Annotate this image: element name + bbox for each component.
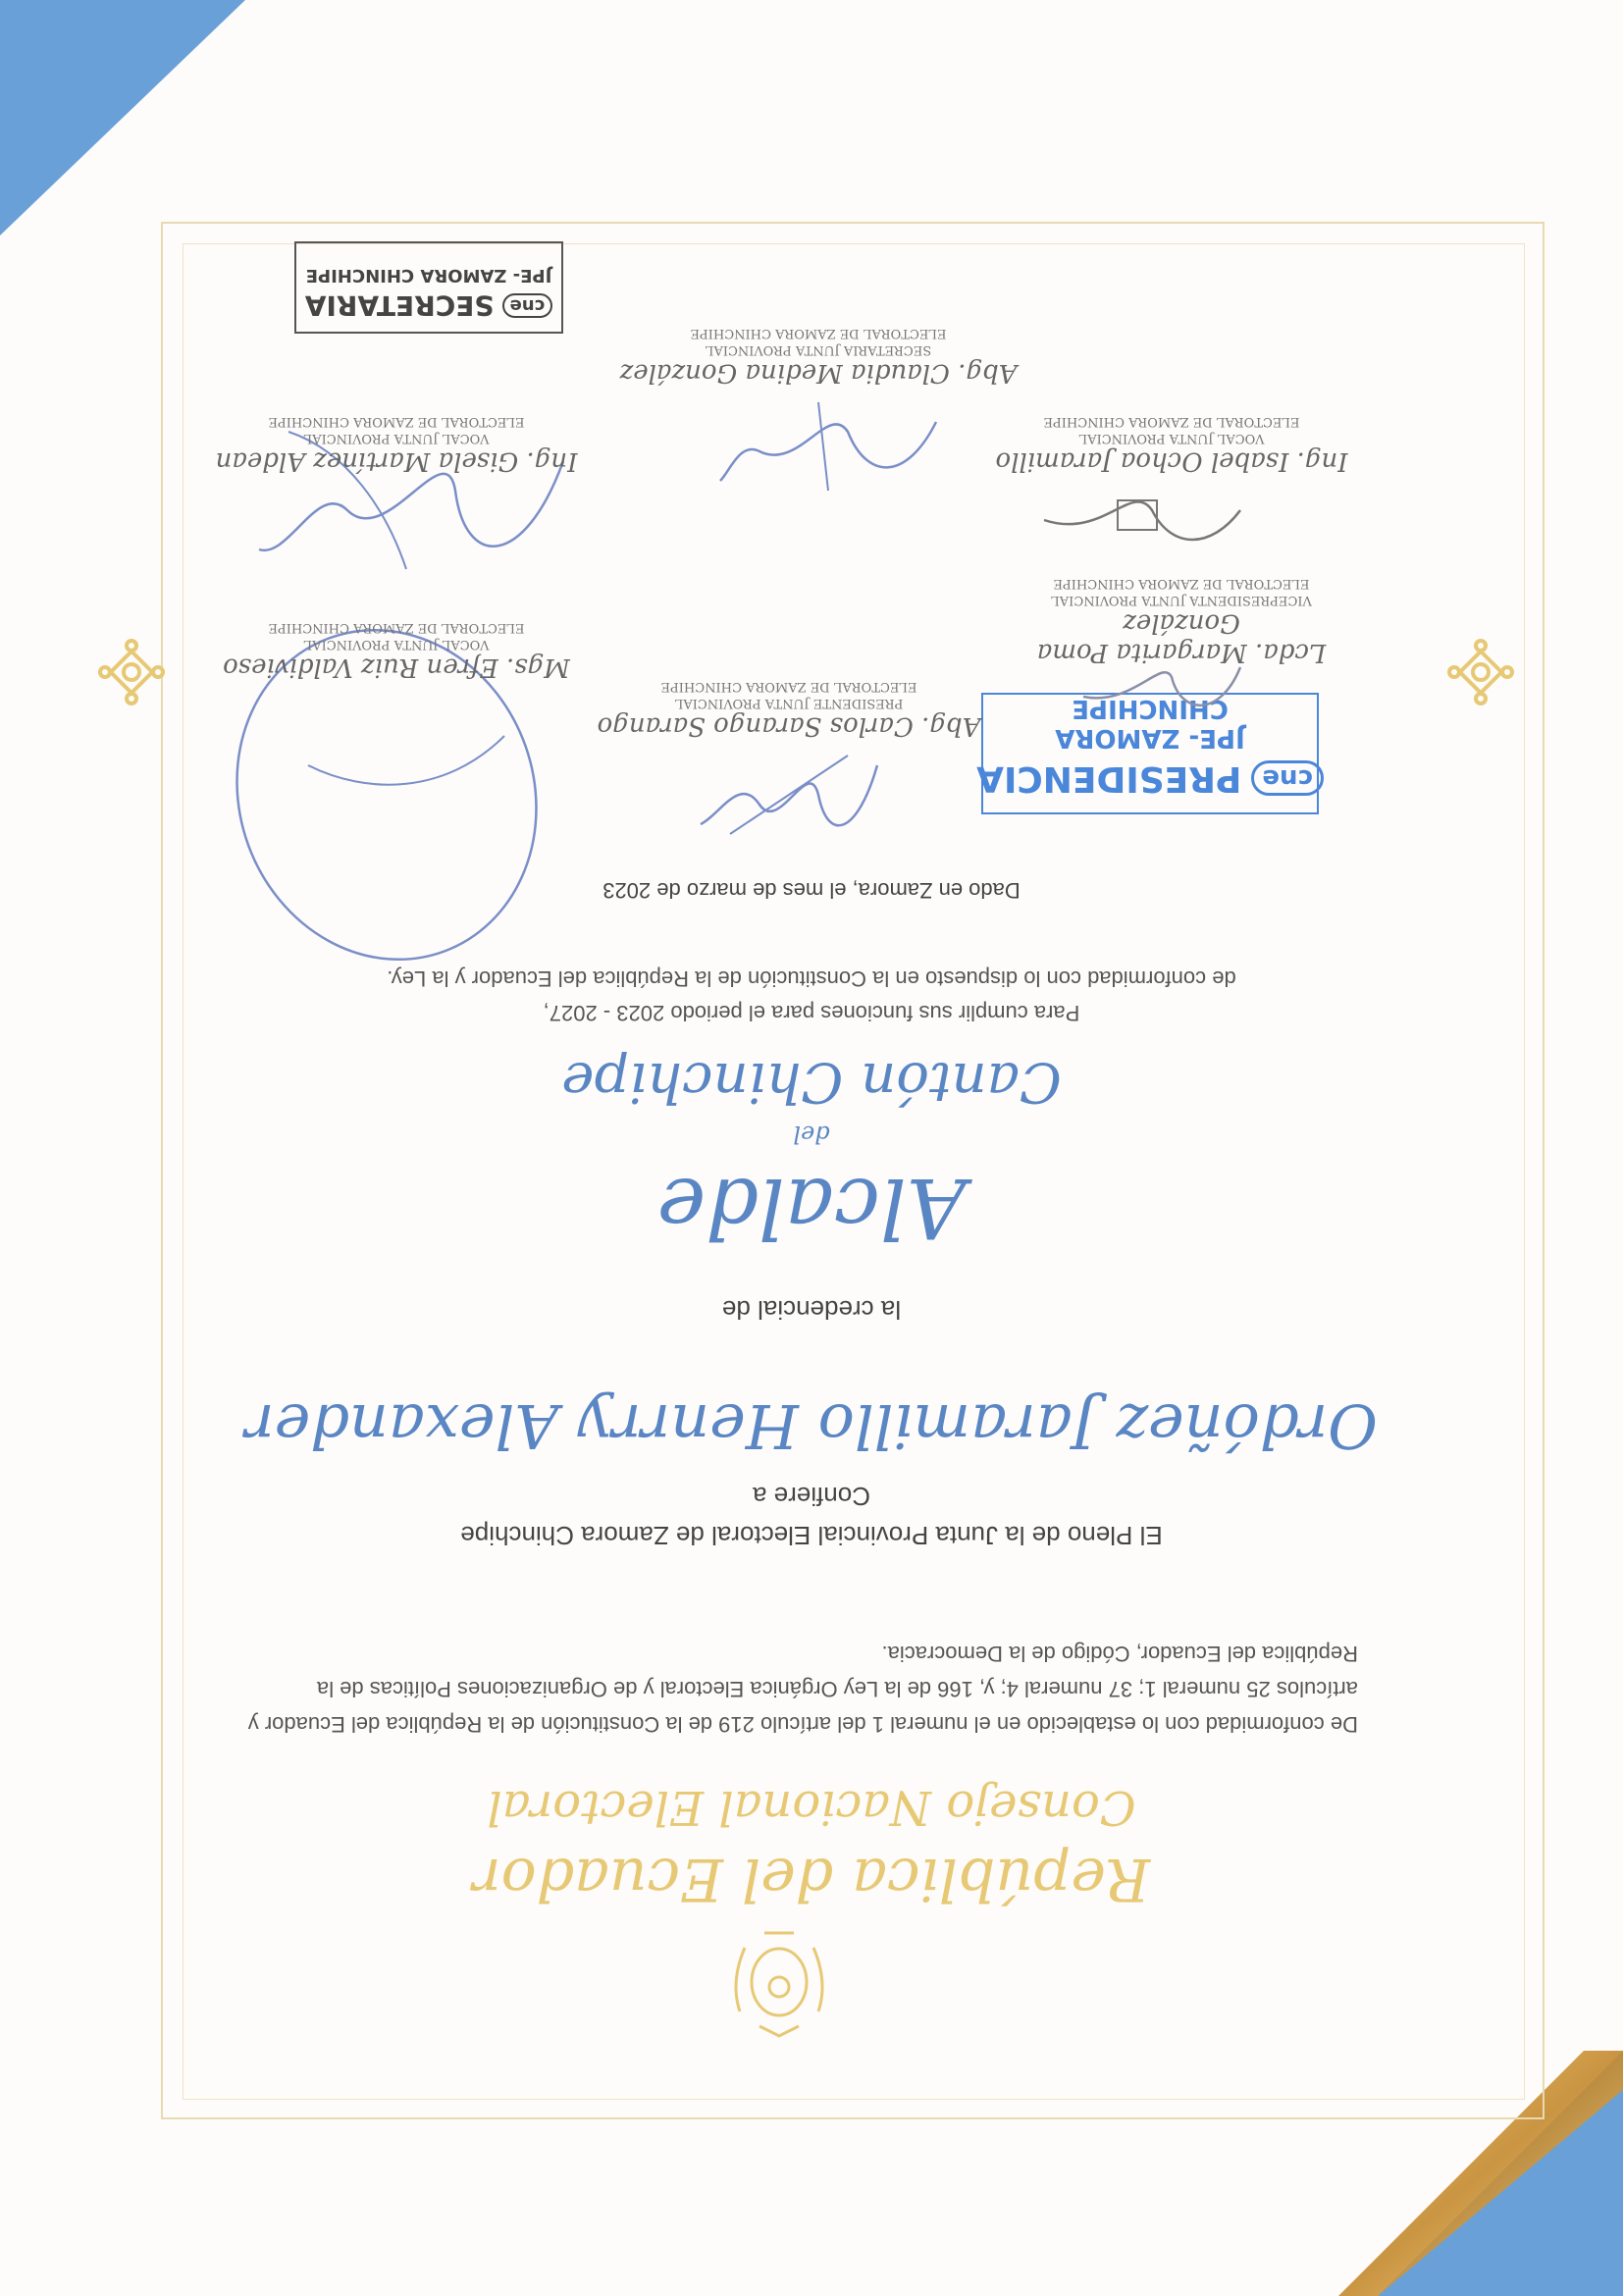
presidencia-stamp-title: PRESIDENCIA <box>976 758 1242 799</box>
del-text: del <box>793 1121 830 1148</box>
secretaria-stamp-title: SECRETARIA <box>304 289 495 322</box>
credencial-text: la credencial de <box>721 1295 902 1325</box>
signature-secretaria <box>710 392 946 500</box>
confiere-text: Confiere a <box>753 1482 870 1511</box>
signatory-role: PRESIDENTE JUNTA PROVINCIAL <box>674 696 904 710</box>
signatory-role: ELECTORAL DE ZAMORA CHINCHIPE <box>660 679 917 694</box>
ornament-right <box>97 638 166 706</box>
country-heading: República del Ecuador <box>472 1845 1151 1913</box>
secretaria-stamp <box>294 241 563 334</box>
signatory-role: ELECTORAL DE ZAMORA CHINCHIPE <box>268 620 525 635</box>
signature-vocal-ochoa <box>1034 471 1250 559</box>
conformity-text: de conformidad con lo dispuesto en la Constitución de la República del Ecuador y la Ley. <box>387 966 1236 991</box>
cne-logo-icon: cne <box>1251 761 1324 797</box>
position-title: Alcalde <box>656 1160 967 1256</box>
signatory-role: ELECTORAL DE ZAMORA CHINCHIPE <box>1043 414 1300 429</box>
signature-president <box>691 746 887 854</box>
signatory-vicepresident <box>985 575 1378 667</box>
signatory-name: Ing. Isabel Ochoa Jaramillo <box>995 446 1348 476</box>
signatory-role: ELECTORAL DE ZAMORA CHINCHIPE <box>268 414 525 429</box>
preamble-text: De conformidad con lo establecido en el numeral 1 del artículo 219 de la Constitución de la República del Ecuador y artículos 25 numeral 1; 37 numeral 4; y, 166 de la Ley Orgánica Electoral y de Organizaciones Políticas de la República del Ecuador, Código de la Democracia. <box>247 1642 1358 1737</box>
signatory-role: ELECTORAL DE ZAMORA CHINCHIPE <box>1053 576 1310 591</box>
signatory-role: SECRETARIA JUNTA PROVINCIAL <box>705 342 932 357</box>
presidencia-stamp-subtitle: JPE- ZAMORA CHINCHIPE <box>1055 694 1245 753</box>
signatory-name: Ing. Gisela Martínez Aldean <box>215 446 578 476</box>
signatory-name: Abg. Claudia Medina González <box>619 358 1018 388</box>
institution-heading: Consejo Nacional Electoral <box>487 1780 1136 1835</box>
pleno-text: El Pleno de la Junta Provincial Electoral de Zamora Chinchipe <box>460 1521 1163 1550</box>
ornament-left <box>1446 638 1515 706</box>
signatory-name: Abg. Carlos Sarango Sarango <box>597 711 981 741</box>
signatory-name: Lcda. Margarita Poma González <box>1036 608 1327 667</box>
canton-name: Cantón Chinchipe <box>561 1050 1062 1114</box>
signatory-vocal-ruiz <box>200 619 593 682</box>
signatory-role: VOCAL JUNTA PROVINCIAL <box>303 637 490 652</box>
signatory-vocal-martinez <box>190 413 602 476</box>
coat-of-arms-emblem <box>720 1923 838 2041</box>
period-text: Para cumplir sus funciones para el periodo 2023 - 2027, <box>543 1001 1080 1025</box>
signatory-role: VICEPRESIDENTA JUNTA PROVINCIAL <box>1051 593 1312 607</box>
signatory-role: VOCAL JUNTA PROVINCIAL <box>303 431 490 445</box>
recipient-name: Ordóñez Jaramillo Henrry Alexander <box>244 1390 1379 1462</box>
signatory-role: VOCAL JUNTA PROVINCIAL <box>1078 431 1265 445</box>
secretaria-stamp-subtitle: JPE- ZAMORA CHINCHIPE <box>305 265 552 286</box>
signatory-role: ELECTORAL DE ZAMORA CHINCHIPE <box>690 326 947 340</box>
issue-date-text: Dado en Zamora, el mes de marzo de 2023 <box>602 878 1021 903</box>
cne-logo-icon: cne <box>502 293 553 318</box>
signatory-vocal-ochoa <box>966 413 1378 476</box>
signatory-president <box>593 678 985 741</box>
signatory-secretaria <box>612 325 1024 388</box>
signatory-name: Mgs. Efren Ruiz Valdivieso <box>223 652 570 682</box>
